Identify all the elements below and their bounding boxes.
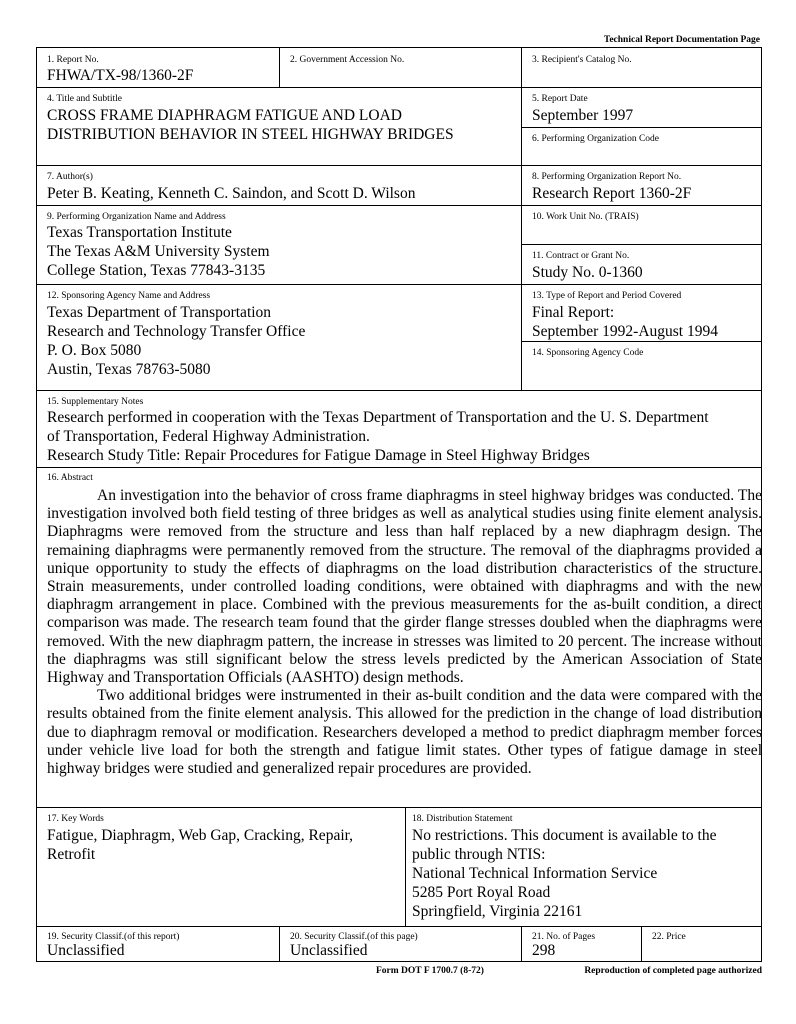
- distribution-line-1: No restrictions. This document is available to the: [412, 827, 717, 844]
- distribution-line-5: Springfield, Virginia 22161: [412, 903, 583, 920]
- field-security-page: [279, 926, 522, 962]
- form-number: Form DOT F 1700.7 (8-72): [376, 966, 484, 976]
- field-security-report: [36, 926, 280, 962]
- field-work-unit: [521, 205, 762, 245]
- field-supplementary: [36, 390, 762, 468]
- label: 6. Performing Organization Code: [532, 134, 659, 144]
- label: 14. Sponsoring Agency Code: [532, 348, 644, 358]
- label: 9. Performing Organization Name and Address: [47, 212, 226, 222]
- sponsor-line-4: Austin, Texas 78763-5080: [47, 361, 211, 378]
- sponsor-line-2: Research and Technology Transfer Office: [47, 323, 306, 340]
- sponsor-line-1: Texas Department of Transportation: [47, 304, 272, 321]
- label: 13. Type of Report and Period Covered: [532, 291, 682, 301]
- report-no-value: FHWA/TX-98/1360-2F: [47, 67, 194, 84]
- field-contract: [521, 244, 762, 285]
- field-sponsor-code: [521, 341, 762, 391]
- distribution-line-2: public through NTIS:: [412, 846, 546, 863]
- sponsor-line-3: P. O. Box 5080: [47, 342, 142, 359]
- field-perf-org-code: [521, 127, 762, 166]
- reproduction-note: Reproduction of completed page authorized: [584, 966, 762, 976]
- supplementary-line-2: of Transportation, Federal Highway Administration.: [47, 428, 370, 445]
- label: 20. Security Classif.(of this page): [290, 932, 418, 942]
- form-header: Technical Report Documentation Page: [603, 35, 760, 45]
- supplementary-line-3: Research Study Title: Repair Procedures for Fatigue Damage in Steel Highway Bridges: [47, 447, 590, 464]
- label: 22. Price: [652, 932, 686, 942]
- authors-value: Peter B. Keating, Kenneth C. Saindon, and Scott D. Wilson: [47, 185, 416, 202]
- field-report-type: [521, 284, 762, 342]
- supplementary-line-1: Research performed in cooperation with the Texas Department of Transportation and the U. S. Department: [47, 409, 709, 426]
- security-page-value: Unclassified: [290, 942, 368, 959]
- label: 5. Report Date: [532, 94, 588, 104]
- label: 3. Recipient's Catalog No.: [532, 55, 632, 65]
- title-line-2: DISTRIBUTION BEHAVIOR IN STEEL HIGHWAY BRIDGES: [47, 126, 454, 143]
- label: 1. Report No.: [47, 55, 99, 65]
- abstract-text: [47, 487, 762, 778]
- field-catalog: [521, 47, 762, 88]
- field-sponsor: [36, 284, 522, 391]
- label: 19. Security Classif.(of this report): [47, 932, 180, 942]
- field-price: [641, 926, 762, 962]
- pages-value: 298: [532, 942, 556, 959]
- perf-org-line-3: College Station, Texas 77843-3135: [47, 262, 266, 279]
- label: 7. Author(s): [47, 172, 93, 182]
- abstract-paragraph-2: Two additional bridges were instrumented in their as-built condition and the data were compared with the results obtained from the finite element analysis. This allowed for the prediction in the change of load distribution due to diaphragm removal or modification. Researchers developed a method to predict diaphragm member forces under vehicle live load for both the strength and fatigue limit states. Other types of fatigue damage in steel highway bridges were studied and generalized repair procedures are provided.: [47, 687, 762, 778]
- label: 15. Supplementary Notes: [47, 397, 144, 407]
- distribution-line-4: 5285 Port Royal Road: [412, 884, 551, 901]
- field-gov-accession: [279, 47, 522, 88]
- field-report-no: [36, 47, 280, 88]
- field-perf-org-report: [521, 165, 762, 206]
- perf-org-line-2: The Texas A&M University System: [47, 243, 270, 260]
- label: 2. Government Accession No.: [290, 55, 405, 65]
- title-line-1: CROSS FRAME DIAPHRAGM FATIGUE AND LOAD: [47, 107, 402, 124]
- security-report-value: Unclassified: [47, 942, 125, 959]
- field-pages: [521, 926, 642, 962]
- field-perf-org-name: [36, 205, 522, 285]
- report-date-value: September 1997: [532, 107, 634, 124]
- label: 10. Work Unit No. (TRAIS): [532, 212, 639, 222]
- report-type-line-2: September 1992-August 1994: [532, 323, 718, 340]
- key-words-line-2: Retrofit: [47, 846, 96, 863]
- perf-org-report-value: Research Report 1360-2F: [532, 185, 692, 202]
- distribution-line-3: National Technical Information Service: [412, 865, 658, 882]
- label: 17. Key Words: [47, 814, 104, 824]
- label: 18. Distribution Statement: [412, 814, 513, 824]
- field-authors: [36, 165, 522, 206]
- field-title: [36, 87, 522, 166]
- field-report-date: [521, 87, 762, 128]
- contract-value: Study No. 0-1360: [532, 264, 643, 281]
- report-type-line-1: Final Report:: [532, 304, 615, 321]
- field-distribution: [405, 807, 762, 927]
- label: 8. Performing Organization Report No.: [532, 172, 682, 182]
- perf-org-line-1: Texas Transportation Institute: [47, 224, 232, 241]
- field-key-words: [36, 807, 406, 927]
- label: 4. Title and Subtitle: [47, 94, 122, 104]
- key-words-line-1: Fatigue, Diaphragm, Web Gap, Cracking, Repair,: [47, 827, 354, 844]
- label: 11. Contract or Grant No.: [532, 251, 630, 261]
- label: 16. Abstract: [47, 473, 93, 483]
- abstract-paragraph-1: An investigation into the behavior of cross frame diaphragms in steel highway bridges was conducted. The investigation involved both field testing of three bridges as well as analytical studies using finite element analysis. Diaphragms were removed from the structure and less than half replaced by a new diaphragm design. The remaining diaphragms were permanently removed from the structure. The removal of the diaphragms provided a unique opportunity to study the effects of diaphragms on the load distribution characteristics of the structure. Strain measurements, under controlled loading conditions, were obtained with diaphragms and with the new diaphragm arrangement in place. Combined with the previous measurements for the as-built condition, a direct comparison was made. The research team found that the girder flange stresses doubled when the diaphragms were removed. With the new diaphragm pattern, the increase in stresses was limited to 20 percent. The increase without the diaphragms was still significant below the stress levels predicted by the American Association of State Highway and Transportation Officials (AASHTO) design methods.: [47, 487, 762, 687]
- label: 12. Sponsoring Agency Name and Address: [47, 291, 211, 301]
- label: 21. No. of Pages: [532, 932, 596, 942]
